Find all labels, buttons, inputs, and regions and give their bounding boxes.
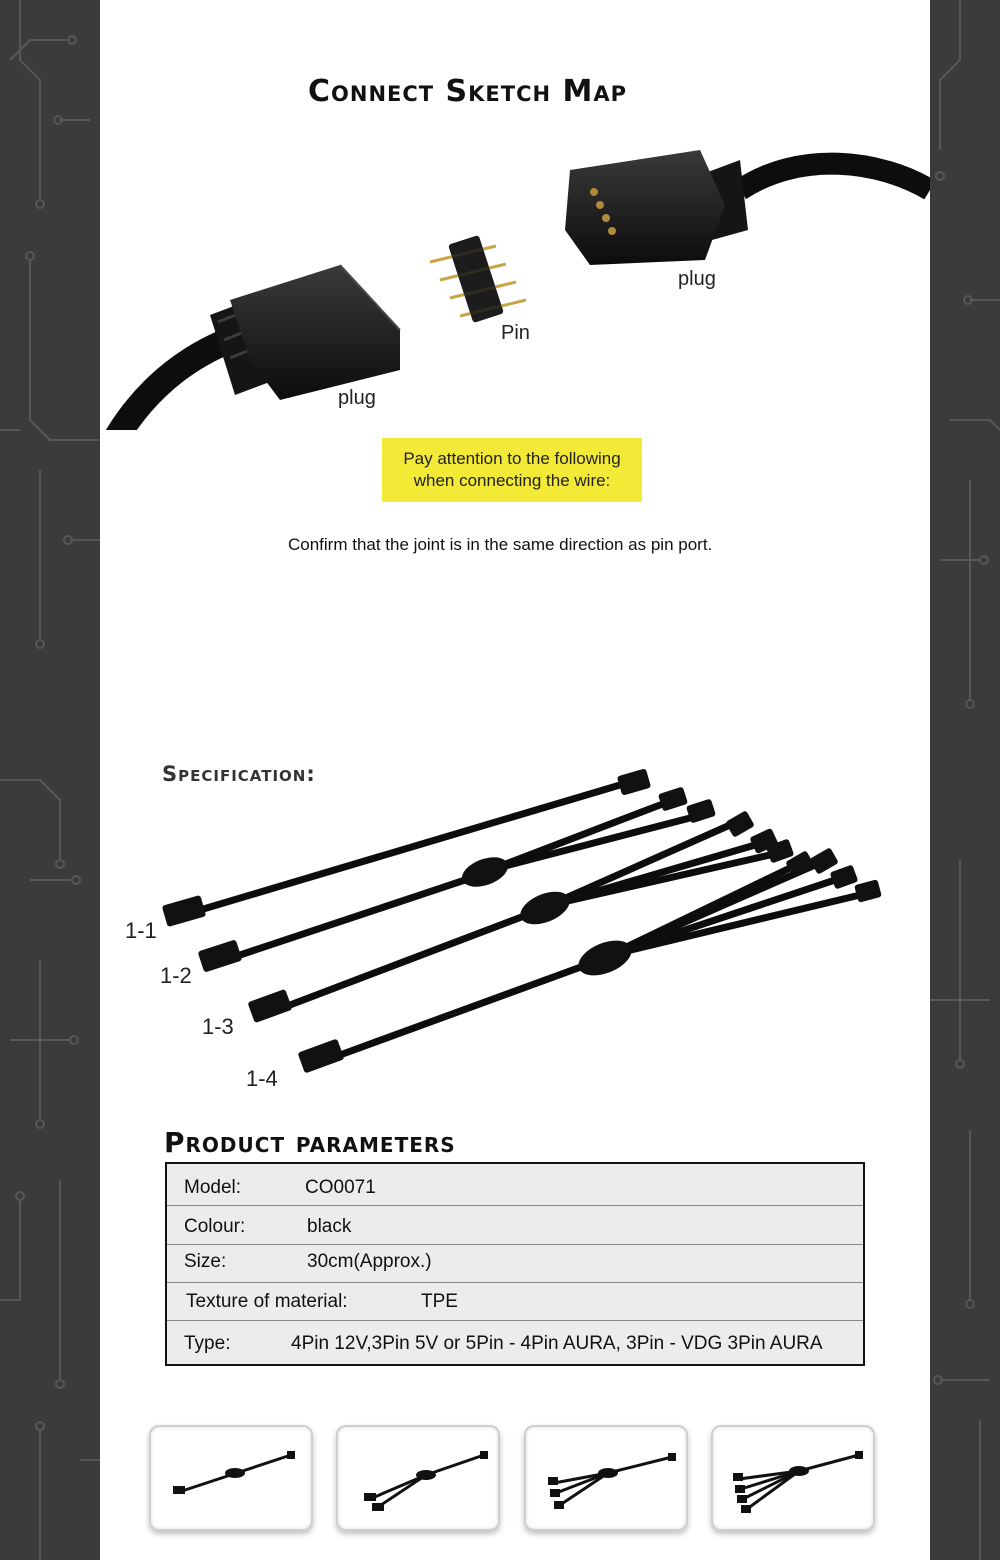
table-row-colour <box>167 1206 863 1245</box>
cable-label-1-1: 1-1 <box>125 918 157 943</box>
pin-header-image <box>430 235 526 323</box>
product-parameters-title: Product parameters <box>164 1126 456 1159</box>
plug-label-left: plug <box>338 387 376 409</box>
table-row-model <box>167 1164 863 1206</box>
table-row-size <box>167 1245 863 1283</box>
attention-line-1: Pay attention to the following <box>403 449 621 468</box>
param-key-colour: Colour: <box>184 1216 246 1237</box>
cable-label-1-2: 1-2 <box>160 963 192 988</box>
param-value-size: 30cm(Approx.) <box>307 1251 432 1272</box>
connect-sketch-title: Connect Sketch Map <box>308 74 628 109</box>
plug-label-right: plug <box>678 268 716 290</box>
param-key-size: Size: <box>184 1251 227 1272</box>
cable-label-1-4: 1-4 <box>246 1066 278 1091</box>
param-value-colour: black <box>307 1216 352 1237</box>
variant-image-1-2 <box>338 1427 498 1529</box>
right-plug-image <box>565 150 930 265</box>
param-key-material: Texture of material: <box>186 1291 348 1312</box>
variant-image-1-4 <box>713 1427 873 1529</box>
circuit-pattern-right <box>930 0 1000 1560</box>
variant-thumbnail-1-1[interactable] <box>149 1425 313 1531</box>
cable-label-1-3: 1-3 <box>202 1014 234 1039</box>
pin-label: Pin <box>501 322 530 344</box>
parameters-table <box>165 1162 865 1366</box>
param-value-model: CO0071 <box>305 1177 376 1198</box>
attention-line-2: when connecting the wire: <box>413 471 611 490</box>
variant-image-1-1 <box>151 1427 311 1529</box>
connector-illustration <box>100 0 930 430</box>
variant-thumbnail-1-3[interactable] <box>524 1425 688 1531</box>
variant-thumbnail-1-2[interactable] <box>336 1425 500 1531</box>
right-circuit-border <box>930 0 1000 1560</box>
table-row-type <box>167 1321 863 1364</box>
confirm-instruction: Confirm that the joint is in the same direction as pin port. <box>288 535 713 554</box>
param-value-type: 4Pin 12V,3Pin 5V or 5Pin - 4Pin AURA, 3Pin - VDG 3Pin AURA <box>291 1333 823 1354</box>
splitter-cables-illustration <box>100 760 930 1100</box>
table-row-material <box>167 1283 863 1321</box>
circuit-pattern-left <box>0 0 100 1560</box>
left-circuit-border <box>0 0 100 1560</box>
content-panel <box>100 0 930 1560</box>
param-key-model: Model: <box>184 1177 242 1198</box>
attention-notice <box>382 438 642 502</box>
param-key-type: Type: <box>184 1333 231 1354</box>
specification-title: Specification: <box>162 762 316 786</box>
variant-thumbnail-1-4[interactable] <box>711 1425 875 1531</box>
param-value-material: TPE <box>421 1291 458 1312</box>
variant-image-1-3 <box>526 1427 686 1529</box>
